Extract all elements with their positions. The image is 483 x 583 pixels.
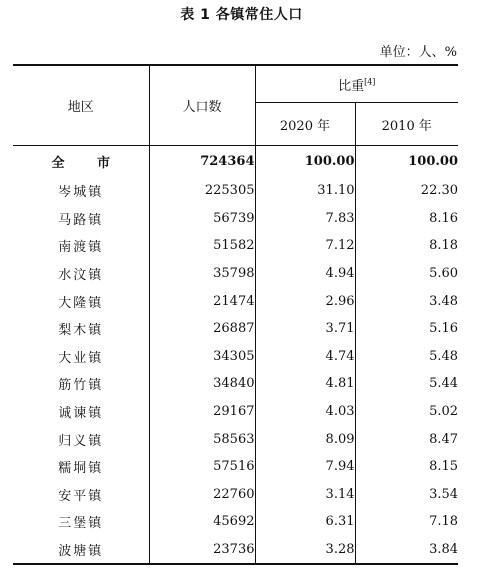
town-share-2020: 31.10 [255, 177, 355, 205]
table-row [13, 370, 458, 398]
total-population: 724364 [149, 146, 255, 178]
total-share-2010: 100.00 [355, 146, 458, 178]
table-row [13, 260, 458, 288]
table-row [13, 232, 458, 260]
town-share-2010: 3.84 [355, 536, 458, 565]
town-name: 岑城镇 [58, 185, 104, 201]
town-share-2010: 8.47 [355, 425, 458, 453]
town-name: 糯垌镇 [58, 461, 104, 477]
header-region: 地区 [13, 65, 149, 146]
total-name: 全 市 [13, 146, 149, 178]
town-share-2010: 7.18 [355, 508, 458, 536]
town-share-2020: 3.71 [255, 315, 355, 343]
town-name: 筋竹镇 [58, 378, 104, 394]
table-row [13, 177, 458, 205]
town-share-2010: 3.48 [355, 287, 458, 315]
town-share-2020: 7.83 [255, 205, 355, 233]
town-name: 梨木镇 [58, 323, 104, 339]
town-population: 45692 [149, 508, 255, 536]
town-share-2020: 4.81 [255, 370, 355, 398]
town-name: 大隆镇 [58, 295, 104, 311]
table-row [13, 205, 458, 233]
town-share-2010: 22.30 [355, 177, 458, 205]
town-share-2020: 4.03 [255, 398, 355, 426]
header-ratio [255, 65, 458, 103]
table-row [13, 536, 458, 565]
town-population: 26887 [149, 315, 255, 343]
town-name: 诚谏镇 [58, 406, 104, 422]
town-name: 波塘镇 [13, 536, 149, 565]
town-share-2010: 5.02 [355, 398, 458, 426]
town-name: 水汶镇 [58, 268, 104, 284]
table-row [13, 481, 458, 509]
header-year-2020: 2020 年 [255, 103, 355, 146]
town-share-2010: 3.54 [355, 481, 458, 509]
town-share-2020: 2.96 [255, 287, 355, 315]
total-share-2020: 100.00 [255, 146, 355, 178]
town-population: 21474 [149, 287, 255, 315]
town-share-2020: 7.12 [255, 232, 355, 260]
table-row [13, 425, 458, 453]
town-share-2020: 8.09 [255, 425, 355, 453]
town-share-2010: 5.60 [355, 260, 458, 288]
table-row [13, 315, 458, 343]
header-year-2010: 2010 年 [355, 103, 458, 146]
town-share-2010: 5.16 [355, 315, 458, 343]
town-population: 225305 [149, 177, 255, 205]
town-share-2020: 3.28 [255, 536, 355, 565]
town-share-2010: 8.16 [355, 205, 458, 233]
total-row [13, 146, 458, 178]
town-share-2020: 6.31 [255, 508, 355, 536]
town-share-2010: 8.15 [355, 453, 458, 481]
town-population: 34305 [149, 343, 255, 371]
table-row [13, 398, 458, 426]
table-row [13, 453, 458, 481]
town-share-2010: 5.44 [355, 370, 458, 398]
town-name: 三堡镇 [58, 516, 104, 532]
town-name: 大业镇 [58, 350, 104, 366]
town-share-2020: 3.14 [255, 481, 355, 509]
town-population: 34840 [149, 370, 255, 398]
town-share-2010: 5.48 [355, 343, 458, 371]
table-title: 表 1 各镇常住人口 [180, 7, 303, 23]
unit-label: 单位：人、% [379, 45, 457, 60]
town-population: 22760 [149, 481, 255, 509]
town-population: 58563 [149, 425, 255, 453]
table-row [13, 343, 458, 371]
footnote-marker: [4] [364, 77, 376, 87]
header-ratio-label: 比重 [338, 78, 365, 94]
town-name: 南渡镇 [58, 240, 104, 256]
town-share-2020: 7.94 [255, 453, 355, 481]
town-name: 安平镇 [58, 488, 104, 504]
town-population: 29167 [149, 398, 255, 426]
table-row [13, 508, 458, 536]
table-row [13, 287, 458, 315]
town-share-2020: 4.74 [255, 343, 355, 371]
town-share-2020: 4.94 [255, 260, 355, 288]
town-population: 56739 [149, 205, 255, 233]
population-table [13, 64, 458, 565]
town-population: 23736 [149, 536, 255, 565]
header-population: 人口数 [149, 65, 255, 146]
town-share-2010: 8.18 [355, 232, 458, 260]
town-population: 51582 [149, 232, 255, 260]
town-name: 马路镇 [58, 212, 104, 228]
town-population: 57516 [149, 453, 255, 481]
town-name: 归义镇 [58, 433, 104, 449]
town-population: 35798 [149, 260, 255, 288]
table-body [13, 146, 458, 565]
